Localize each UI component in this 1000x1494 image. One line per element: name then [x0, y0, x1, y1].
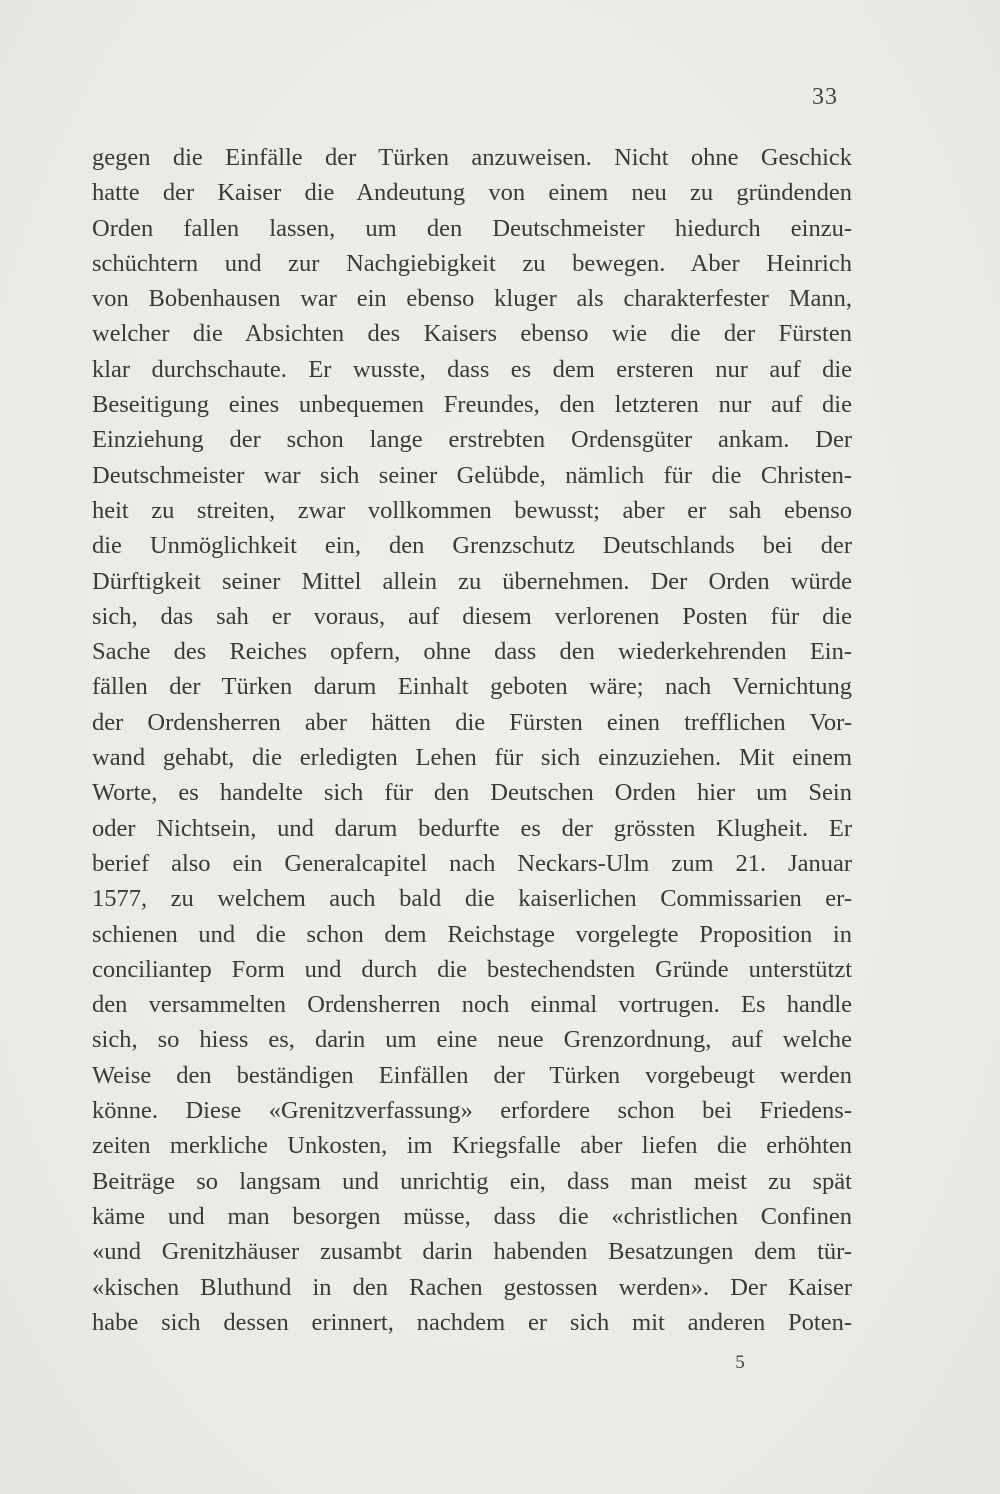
text-line: «kischen Bluthund in den Rachen gestossen werden». Der Kaiser	[92, 1273, 852, 1301]
text-line: Weise den beständigen Einfällen der Türken vorgebeugt werden	[92, 1061, 852, 1089]
text-line: Orden fallen lassen, um den Deutschmeister hiedurch einzu-	[92, 214, 852, 242]
text-line: käme und man besorgen müsse, dass die «christlichen Confinen	[92, 1202, 852, 1230]
text-line: den versammelten Ordensherren noch einmal vortrugen. Es handle	[92, 991, 852, 1019]
text-line: sich, das sah er voraus, auf diesem verlorenen Posten für die	[92, 602, 852, 630]
text-line: klar durchschaute. Er wusste, dass es dem ersteren nur auf die	[92, 355, 852, 383]
text-line: Worte, es handelte sich für den Deutschen Orden hier um Sein	[92, 779, 852, 807]
text-line: von Bobenhausen war ein ebenso kluger als charakterfester Mann,	[92, 285, 852, 313]
text-line: Dürftigkeit seiner Mittel allein zu übernehmen. Der Orden würde	[92, 567, 852, 595]
text-line: 1577, zu welchem auch bald die kaiserlichen Commissarien er-	[92, 885, 852, 913]
text-line: schüchtern und zur Nachgiebigkeit zu bewegen. Aber Heinrich	[92, 249, 852, 277]
text-line: der Ordensherren aber hätten die Fürsten einen trefflichen Vor-	[92, 708, 852, 736]
text-line: gegen die Einfälle der Türken anzuweisen. Nicht ohne Geschick	[92, 144, 852, 171]
text-line: habe sich dessen erinnert, nachdem er sich mit anderen Poten-	[92, 1308, 852, 1336]
text-line: conciliantер Form und durch die bestechendsten Gründe unterstützt	[92, 955, 852, 983]
text-line: «und Grenitzhäuser zusambt darin habenden Besatzungen dem tür-	[92, 1238, 852, 1266]
text-line: wand gehabt, die erledigten Lehen für sich einzuziehen. Mit einem	[92, 744, 852, 772]
text-line: schienen und die schon dem Reichstage vorgelegte Proposition in	[92, 920, 852, 948]
text-line: Einziehung der schon lange erstrebten Ordensgüter ankam. Der	[92, 426, 852, 454]
body-text	[92, 140, 852, 1340]
text-line: heit zu streiten, zwar vollkommen bewusst; aber er sah ebenso	[92, 496, 852, 524]
text-line: Beseitigung eines unbequemen Freundes, den letzteren nur auf die	[92, 391, 852, 419]
text-line: Beiträge so langsam und unrichtig ein, dass man meist zu spät	[92, 1167, 852, 1195]
text-line: die Unmöglichkeit ein, den Grenzschutz Deutschlands bei der	[92, 532, 852, 560]
text-line: zeiten merkliche Unkosten, im Kriegsfalle aber liefen die erhöhten	[92, 1132, 852, 1160]
text-line: welcher die Absichten des Kaisers ebenso wie die der Fürsten	[92, 320, 852, 348]
text-line: berief also ein Generalcapitel nach Neckars-Ulm zum 21. Januar	[92, 849, 852, 877]
signature-mark: 5	[735, 1352, 745, 1373]
text-line: Deutschmeister war sich seiner Gelübde, nämlich für die Christen-	[92, 461, 852, 489]
text-line: oder Nichtsein, und darum bedurfte es der grössten Klugheit. Er	[92, 814, 852, 842]
text-line: fällen der Türken darum Einhalt geboten wäre; nach Vernichtung	[92, 673, 852, 701]
text-line: sich, so hiess es, darin um eine neue Grenzordnung, auf welche	[92, 1026, 852, 1054]
page-number: 33	[812, 84, 838, 110]
text-line: könne. Diese «Grenitzverfassung» erfordere schon bei Friedens-	[92, 1097, 852, 1125]
text-line: Sache des Reiches opfern, ohne dass den wiederkehrenden Ein-	[92, 638, 852, 666]
text-line: hatte der Kaiser die Andeutung von einem neu zu gründenden	[92, 179, 852, 207]
